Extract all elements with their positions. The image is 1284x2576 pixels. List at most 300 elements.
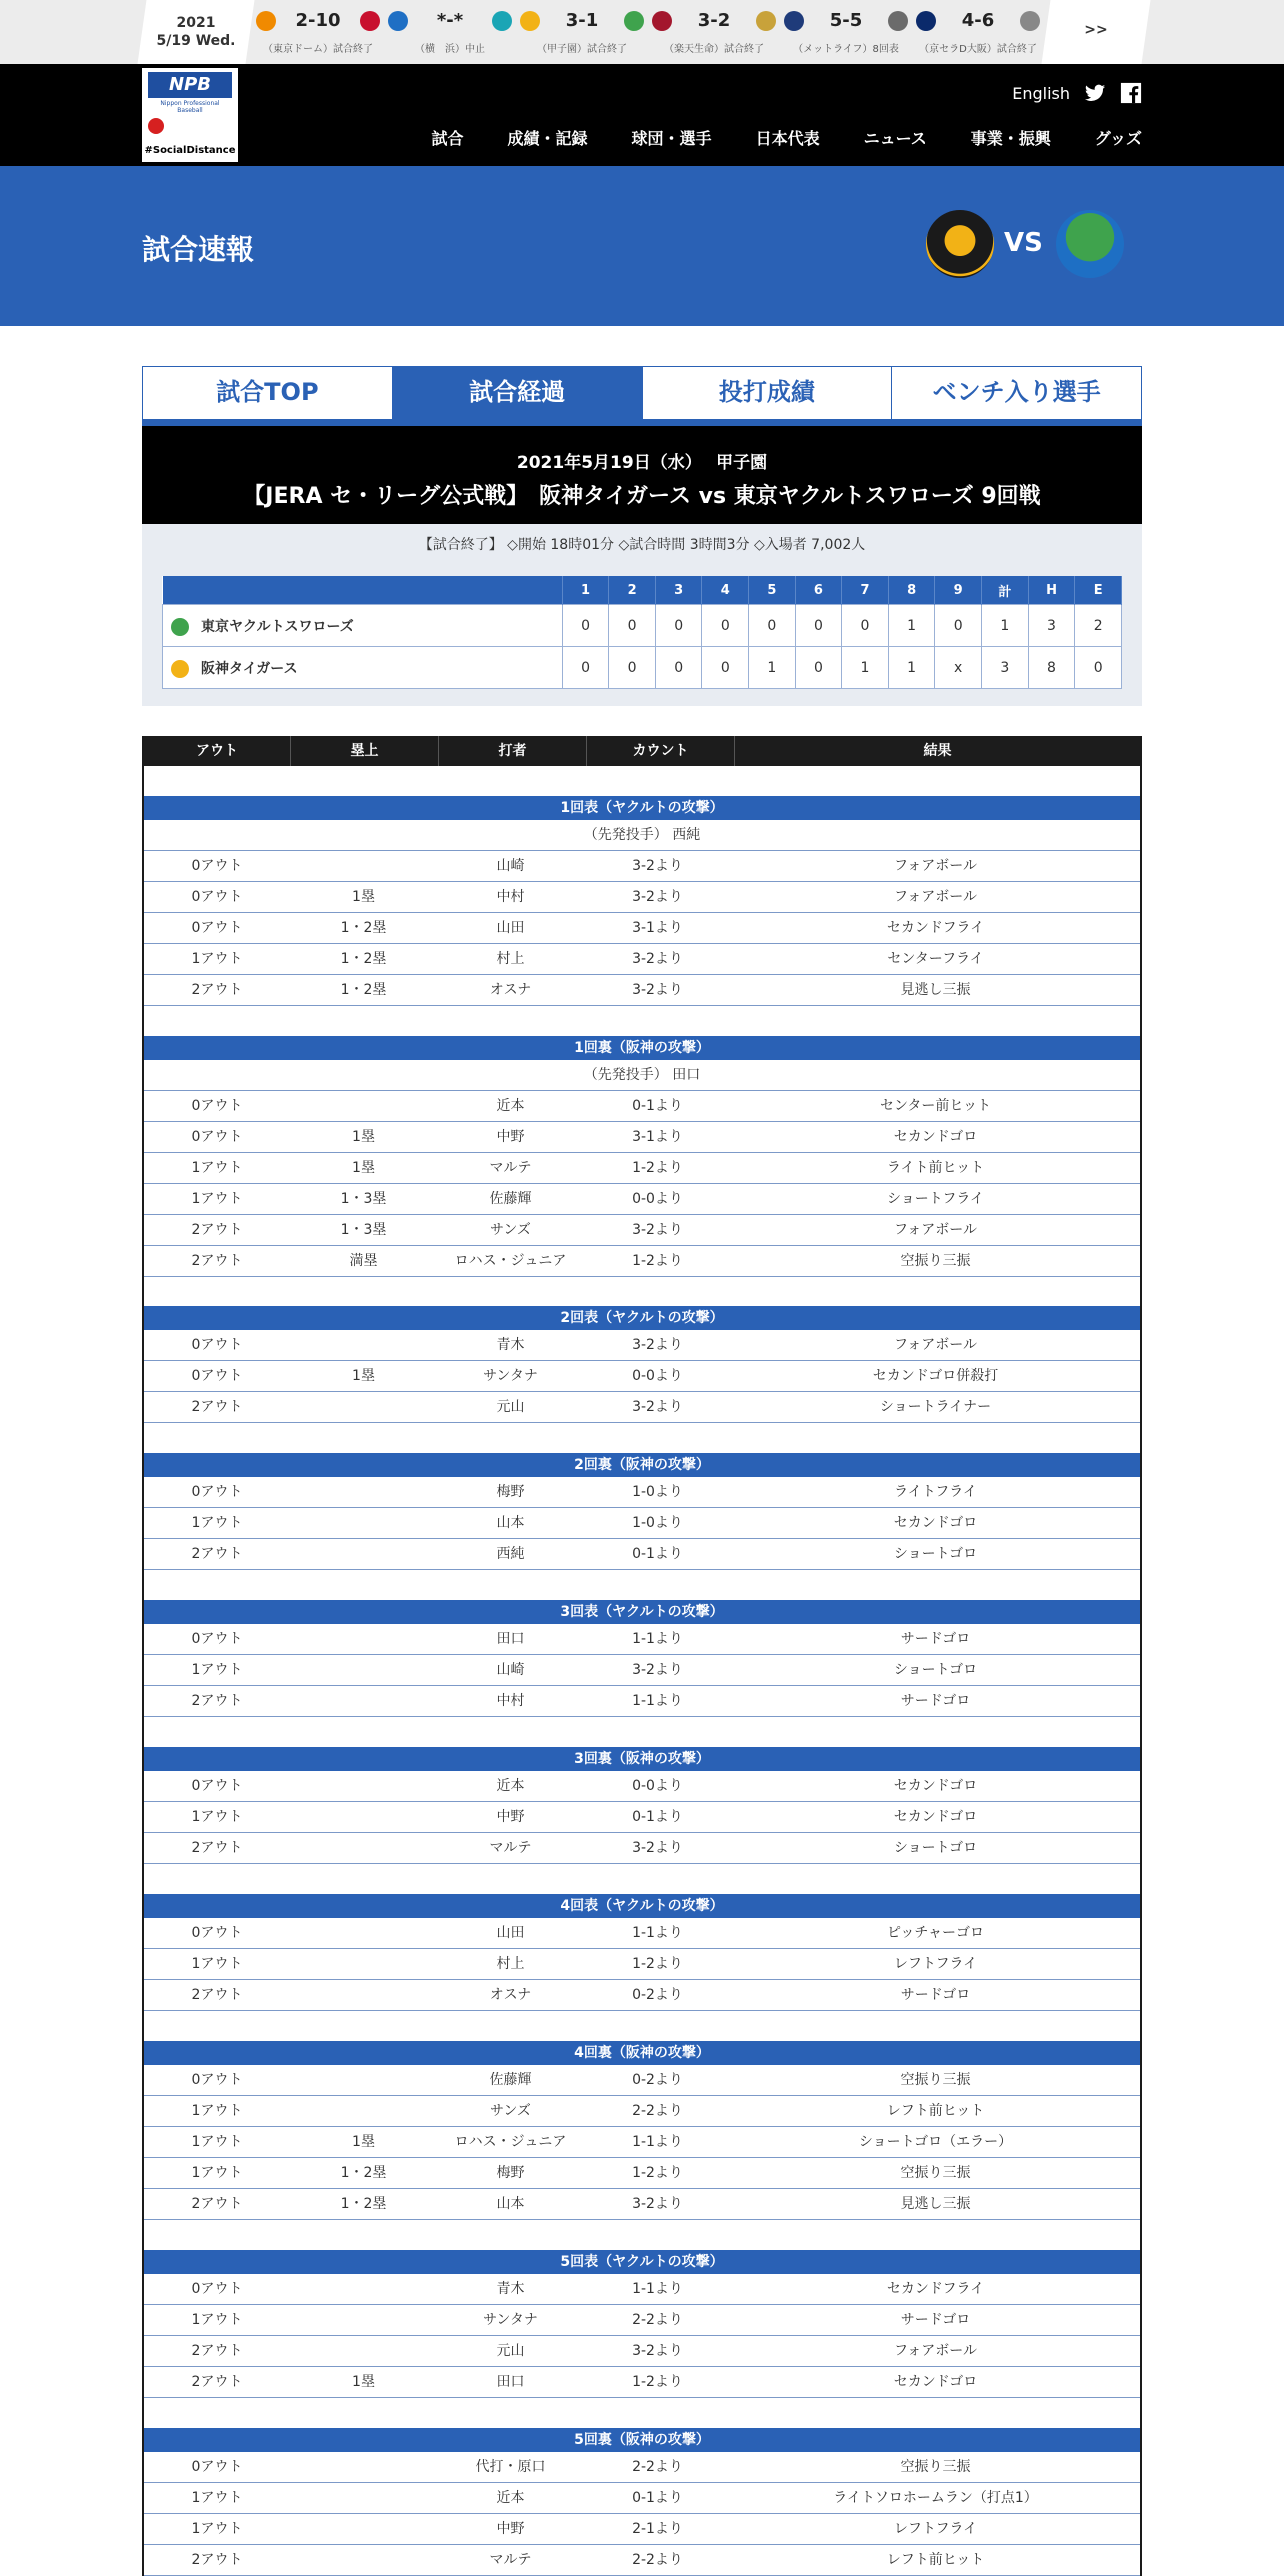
play-row xyxy=(144,2158,1140,2189)
play-row xyxy=(144,882,1140,913)
play-row xyxy=(144,2483,1140,2514)
game-status: （横 浜）中止 xyxy=(415,44,485,55)
scoreboard-cell: 3 xyxy=(1028,605,1075,647)
play-count: 1-2より xyxy=(632,1160,683,1176)
play-batter[interactable]: 佐藤輝 xyxy=(489,2072,532,2088)
team-logo-icon xyxy=(624,11,644,31)
play-batter[interactable]: サンタナ xyxy=(483,2312,538,2328)
scoreboard-row xyxy=(163,647,1122,689)
logo-ball-icon xyxy=(148,118,164,134)
team-logo-icon xyxy=(888,11,908,31)
play-bases xyxy=(290,1802,437,1832)
play-batter[interactable]: オスナ xyxy=(489,1987,532,2003)
pbp-header xyxy=(144,736,1140,766)
game-score: 2-10 xyxy=(295,10,341,31)
play-outs: 1アウト xyxy=(191,2165,243,2181)
play-outs: 1アウト xyxy=(191,2490,243,2506)
play-batter[interactable]: 近本 xyxy=(496,1098,525,1114)
play-batter[interactable]: サンズ xyxy=(490,2103,531,2119)
play-outs: 2アウト xyxy=(191,1399,243,1415)
play-row xyxy=(144,1802,1140,1833)
scoreboard-team[interactable] xyxy=(163,605,563,647)
play-bases xyxy=(290,1771,437,1801)
game-matchup: 【JERA セ・リーグ公式戦】 阪神タイガース vs 東京ヤクルトスワローズ 9回戦 xyxy=(243,484,1041,509)
play-count: 0-1より xyxy=(632,1546,683,1562)
play-count: 3-2より xyxy=(632,1337,683,1353)
inning-title: 3回表（ヤクルトの攻撃） xyxy=(144,1600,1140,1624)
team-logo-icon xyxy=(171,660,189,678)
play-bases xyxy=(290,2452,437,2482)
play-count: 1-2より xyxy=(632,1956,683,1972)
play-row xyxy=(144,2065,1140,2096)
play-batter[interactable]: 梅野 xyxy=(496,1484,525,1500)
play-result: サードゴロ xyxy=(900,2312,971,2328)
date-year: 2021 xyxy=(176,15,216,31)
play-result: レフト前ヒット xyxy=(886,2103,985,2119)
tab-batting-pitching[interactable]: 投打成績 xyxy=(643,367,893,419)
play-outs: 2アウト xyxy=(191,2374,243,2390)
inning-spacer xyxy=(144,2011,1140,2041)
play-bases xyxy=(290,1918,437,1948)
scoreboard-cell: 0 xyxy=(842,605,889,647)
twitter-icon[interactable] xyxy=(1084,82,1106,104)
play-bases: 1・3塁 xyxy=(340,1191,387,1207)
play-outs: 2アウト xyxy=(191,1222,243,1238)
inning-title: 1回裏（阪神の攻撃） xyxy=(144,1036,1140,1060)
vs-label: VS xyxy=(1004,228,1043,258)
play-row xyxy=(144,2336,1140,2367)
play-result: ショートフライ xyxy=(887,1191,984,1207)
play-count: 1-1より xyxy=(632,1693,683,1709)
play-count: 2-2より xyxy=(632,2459,683,2475)
team-logo-icon xyxy=(171,618,189,636)
scoreboard-cell: 8 xyxy=(1028,647,1075,689)
play-count: 0-2より xyxy=(632,2072,683,2088)
scoreboard-cell: 1 xyxy=(888,605,935,647)
play-result: 見逃し三振 xyxy=(900,982,971,998)
play-row xyxy=(144,1686,1140,1717)
play-bases xyxy=(290,1392,437,1422)
scoreboard-header-cell: 1 xyxy=(562,576,609,605)
english-link[interactable]: English xyxy=(1012,83,1070,103)
play-count: 2-2より xyxy=(632,2552,683,2568)
play-batter[interactable]: 元山 xyxy=(496,1399,525,1415)
play-outs: 2アウト xyxy=(191,1840,243,1856)
play-bases xyxy=(290,2336,437,2366)
play-row xyxy=(144,1153,1140,1184)
play-bases xyxy=(290,2483,437,2513)
play-result: レフト前ヒット xyxy=(886,2552,985,2568)
play-batter[interactable]: 山崎 xyxy=(496,1662,525,1678)
play-outs: 1アウト xyxy=(191,1809,243,1825)
scoreboard-cell: 0 xyxy=(609,605,656,647)
scoreboard-cell: 0 xyxy=(935,605,982,647)
play-result: 空振り三振 xyxy=(900,2165,971,2181)
play-result: セカンドゴロ xyxy=(893,1515,978,1531)
scoreboard-team-name: 東京ヤクルトスワローズ xyxy=(201,618,354,635)
play-result: ライトソロホームラン（打点1） xyxy=(833,2490,1038,2506)
play-batter[interactable]: マルテ xyxy=(489,2552,532,2568)
play-outs: 0アウト xyxy=(191,1925,243,1941)
scoreboard xyxy=(162,576,1122,689)
play-result: セカンドゴロ xyxy=(893,1809,978,1825)
play-by-play xyxy=(142,736,1142,2576)
play-bases xyxy=(290,1833,437,1863)
inning-spacer xyxy=(144,766,1140,796)
header-links xyxy=(1012,82,1142,104)
pbp-header-count: カウント xyxy=(587,736,735,766)
site-header xyxy=(0,64,1284,166)
inning-title: 5回表（ヤクルトの攻撃） xyxy=(144,2250,1140,2274)
play-count: 3-2より xyxy=(632,1840,683,1856)
play-bases: 1・2塁 xyxy=(340,920,387,936)
play-result: フォアボール xyxy=(893,858,978,874)
play-batter[interactable]: 山田 xyxy=(496,1925,525,1941)
play-result: フォアボール xyxy=(893,1337,978,1353)
play-batter[interactable]: 代打・原口 xyxy=(475,2459,546,2475)
inning-title: 2回裏（阪神の攻撃） xyxy=(144,1453,1140,1477)
play-bases: 1・2塁 xyxy=(340,951,387,967)
game-tabs xyxy=(142,366,1142,420)
play-count: 1-1より xyxy=(632,2281,683,2297)
scoreboard-header-cell: 2 xyxy=(609,576,656,605)
play-outs: 0アウト xyxy=(191,2281,243,2297)
logo-npb-text: NPB xyxy=(148,72,232,98)
play-result: セカンドゴロ xyxy=(893,1778,978,1794)
play-row xyxy=(144,1091,1140,1122)
play-row xyxy=(144,2452,1140,2483)
game-score: 3-2 xyxy=(697,10,731,31)
scoreboard-cell: 0 xyxy=(655,647,702,689)
play-bases: 1塁 xyxy=(352,1160,375,1176)
play-batter[interactable]: 中野 xyxy=(496,1809,525,1825)
play-count: 2-2より xyxy=(632,2312,683,2328)
play-count: 0-0より xyxy=(632,1368,683,1384)
play-count: 1-2より xyxy=(632,2165,683,2181)
play-bases xyxy=(290,2305,437,2335)
game-status: （東京ドーム）試合終了 xyxy=(263,44,373,55)
play-row xyxy=(144,1184,1140,1215)
play-outs: 2アウト xyxy=(191,2343,243,2359)
play-result: ショートゴロ xyxy=(893,1662,978,1678)
scoreboard-cell: 0 xyxy=(749,605,796,647)
play-count: 3-2より xyxy=(632,982,683,998)
play-outs: 0アウト xyxy=(191,889,243,905)
game-status: （京セラD大阪）試合終了 xyxy=(919,44,1037,55)
game-score: *-* xyxy=(436,10,464,31)
game-info xyxy=(142,426,1142,524)
more-games-button[interactable]: >> xyxy=(1084,22,1108,38)
play-row xyxy=(144,1361,1140,1392)
play-row xyxy=(144,1122,1140,1153)
play-batter[interactable]: マルテ xyxy=(489,1160,532,1176)
game-score-item[interactable] xyxy=(516,0,648,64)
play-outs: 1アウト xyxy=(191,2134,243,2150)
play-result: 空振り三振 xyxy=(900,2459,971,2475)
team-logo-icon xyxy=(1020,11,1040,31)
play-outs: 0アウト xyxy=(191,1368,243,1384)
game-score-item[interactable] xyxy=(384,0,516,64)
play-outs: 0アウト xyxy=(191,2459,243,2475)
play-bases xyxy=(290,1949,437,1979)
inning-title: 4回表（ヤクルトの攻撃） xyxy=(144,1894,1140,1918)
play-bases xyxy=(290,2065,437,2095)
tab-game-top[interactable]: 試合TOP xyxy=(143,367,393,419)
play-batter[interactable]: オスナ xyxy=(489,982,532,998)
nav-item[interactable]: グッズ xyxy=(1094,129,1142,148)
scoreboard-cell: 0 xyxy=(1075,647,1122,689)
play-bases xyxy=(290,851,437,881)
inning-title: 1回表（ヤクルトの攻撃） xyxy=(144,796,1140,820)
scoreboard-header-cell: 9 xyxy=(935,576,982,605)
play-count: 3-2より xyxy=(632,1222,683,1238)
play-count: 1-1より xyxy=(632,1631,683,1647)
play-row xyxy=(144,1539,1140,1570)
play-batter[interactable]: 中村 xyxy=(496,1693,525,1709)
inning-title: 2回表（ヤクルトの攻撃） xyxy=(144,1306,1140,1330)
play-row xyxy=(144,1918,1140,1949)
inning-spacer xyxy=(144,1423,1140,1453)
play-batter[interactable]: 村上 xyxy=(496,951,525,967)
title-band xyxy=(0,166,1284,326)
play-outs: 0アウト xyxy=(191,1129,243,1145)
scoreboard-team[interactable] xyxy=(163,647,563,689)
play-batter[interactable]: ロハス・ジュニア xyxy=(454,2134,567,2150)
scoreboard-cell: 2 xyxy=(1075,605,1122,647)
play-batter[interactable]: 田口 xyxy=(496,2374,525,2390)
play-batter[interactable]: サンタナ xyxy=(483,1368,538,1384)
scoreboard-cell: 3 xyxy=(981,647,1028,689)
team-logo-icon xyxy=(756,11,776,31)
play-row xyxy=(144,2545,1140,2576)
play-outs: 2アウト xyxy=(191,1987,243,2003)
pbp-header-outs: アウト xyxy=(144,736,291,766)
nav-item[interactable]: 日本代表 xyxy=(755,129,820,148)
game-score: 4-6 xyxy=(961,10,995,31)
scoreboard-cell: 0 xyxy=(562,647,609,689)
play-bases xyxy=(290,1091,437,1121)
nav-item[interactable]: 試合 xyxy=(431,129,464,148)
play-result: センターフライ xyxy=(887,951,984,967)
play-bases: 1塁 xyxy=(352,889,375,905)
play-count: 3-2より xyxy=(632,1399,683,1415)
game-summary xyxy=(142,524,1142,706)
game-score-item[interactable] xyxy=(912,0,1044,64)
play-row xyxy=(144,2189,1140,2220)
nav-item[interactable]: 事業・振興 xyxy=(970,129,1051,148)
play-row xyxy=(144,2096,1140,2127)
play-batter[interactable]: 近本 xyxy=(496,1778,525,1794)
game-status: （メットライフ）8回表 xyxy=(793,44,899,55)
play-batter[interactable]: 中村 xyxy=(496,889,525,905)
play-batter[interactable]: 青木 xyxy=(496,1337,525,1353)
scoreboard-cell: 0 xyxy=(795,647,842,689)
scoreboard-header-cell: 7 xyxy=(842,576,889,605)
tab-play-by-play[interactable]: 試合経過 xyxy=(393,367,643,419)
game-score: 5-5 xyxy=(829,10,863,31)
pbp-body xyxy=(144,766,1140,2576)
play-row xyxy=(144,1655,1140,1686)
swallows-logo-icon[interactable] xyxy=(1056,210,1124,278)
play-bases xyxy=(290,2274,437,2304)
play-bases xyxy=(290,1980,437,2010)
scoreboard-cell: 1 xyxy=(749,647,796,689)
play-bases: 1塁 xyxy=(352,1368,375,1384)
inning-spacer xyxy=(144,1717,1140,1747)
play-result: ピッチャーゴロ xyxy=(886,1925,985,1941)
game-score: 3-1 xyxy=(565,10,599,31)
tigers-logo-icon[interactable] xyxy=(926,210,994,278)
play-result: センター前ヒット xyxy=(879,1098,992,1114)
scoreboard-header-cell: 6 xyxy=(795,576,842,605)
play-batter[interactable]: 中野 xyxy=(496,1129,525,1145)
play-row xyxy=(144,1771,1140,1802)
scoreboard-corner xyxy=(163,576,563,605)
play-row xyxy=(144,2514,1140,2545)
play-count: 3-2より xyxy=(632,2196,683,2212)
play-result: サードゴロ xyxy=(900,1987,971,2003)
play-result: セカンドゴロ xyxy=(893,2374,978,2390)
play-bases xyxy=(290,1655,437,1685)
play-row xyxy=(144,1477,1140,1508)
play-batter[interactable]: 西純 xyxy=(496,1546,525,1562)
scoreboard-cell: 0 xyxy=(702,605,749,647)
play-bases: 1塁 xyxy=(352,2374,375,2390)
play-batter[interactable]: 青木 xyxy=(496,2281,525,2297)
play-result: セカンドゴロ併殺打 xyxy=(872,1368,999,1384)
inning-spacer xyxy=(144,1570,1140,1600)
play-result: 空振り三振 xyxy=(900,1253,971,1269)
play-batter[interactable]: 元山 xyxy=(496,2343,525,2359)
play-row xyxy=(144,975,1140,1006)
play-bases: 1塁 xyxy=(352,2134,375,2150)
play-outs: 0アウト xyxy=(191,920,243,936)
play-bases xyxy=(290,2545,437,2575)
npb-logo[interactable] xyxy=(142,68,238,162)
facebook-icon[interactable] xyxy=(1120,82,1142,104)
scoreboard-header-cell: H xyxy=(1028,576,1075,605)
scoreboard-header-row xyxy=(163,576,1122,605)
play-batter[interactable]: 梅野 xyxy=(496,2165,525,2181)
inning-title: 3回裏（阪神の攻撃） xyxy=(144,1747,1140,1771)
play-batter[interactable]: サンズ xyxy=(490,1222,531,1238)
nav-item[interactable]: 成績・記録 xyxy=(507,129,588,148)
game-score-item[interactable] xyxy=(252,0,384,64)
play-count: 3-2より xyxy=(632,951,683,967)
play-result: ショートゴロ（エラー） xyxy=(858,2134,1013,2150)
play-count: 3-2より xyxy=(632,1662,683,1678)
play-outs: 2アウト xyxy=(191,2552,243,2568)
inning-spacer xyxy=(144,2220,1140,2250)
inning-spacer xyxy=(144,1864,1140,1894)
play-count: 3-1より xyxy=(632,920,683,936)
play-count: 3-2より xyxy=(632,889,683,905)
inning-spacer xyxy=(144,1006,1140,1036)
nav-item[interactable]: 球団・選手 xyxy=(631,129,712,148)
play-outs: 1アウト xyxy=(191,1662,243,1678)
play-count: 2-1より xyxy=(632,2521,683,2537)
date-box[interactable] xyxy=(142,14,250,50)
pbp-header-batter: 打者 xyxy=(439,736,587,766)
play-bases: 1・2塁 xyxy=(340,2165,387,2181)
game-score-item[interactable] xyxy=(780,0,912,64)
play-batter[interactable]: 村上 xyxy=(496,1956,525,1972)
play-batter[interactable]: ロハス・ジュニア xyxy=(454,1253,567,1269)
inning-spacer xyxy=(144,1277,1140,1306)
play-result: セカンドフライ xyxy=(886,2281,985,2297)
tab-bench-players[interactable]: ベンチ入り選手 xyxy=(892,367,1141,419)
play-result: サードゴロ xyxy=(900,1693,971,1709)
play-count: 1-2より xyxy=(632,2374,683,2390)
play-count: 1-0より xyxy=(632,1484,683,1500)
scoreboard-header-cell: 5 xyxy=(749,576,796,605)
play-batter[interactable]: 山田 xyxy=(496,920,525,936)
play-bases xyxy=(290,1330,437,1360)
play-batter[interactable]: 山本 xyxy=(496,1515,525,1531)
play-row xyxy=(144,1215,1140,1246)
play-result: セカンドフライ xyxy=(886,920,985,936)
play-outs: 1アウト xyxy=(191,2312,243,2328)
play-outs: 0アウト xyxy=(191,1337,243,1353)
play-count: 3-1より xyxy=(632,1129,683,1145)
team-logo-icon xyxy=(492,11,512,31)
pbp-header-bases: 塁上 xyxy=(291,736,439,766)
play-count: 0-0より xyxy=(632,1778,683,1794)
scoreboard-header-cell: 計 xyxy=(981,576,1028,605)
play-outs: 0アウト xyxy=(191,2072,243,2088)
play-batter[interactable]: 近本 xyxy=(496,2490,525,2506)
play-row xyxy=(144,851,1140,882)
play-row xyxy=(144,944,1140,975)
scoreboard-header-cell: E xyxy=(1075,576,1122,605)
play-count: 0-1より xyxy=(632,1098,683,1114)
play-batter[interactable]: 中野 xyxy=(496,2521,525,2537)
game-status-line: 【試合終了】 ◇開始 18時01分 ◇試合時間 3時間3分 ◇入場者 7,002人 xyxy=(418,537,866,553)
play-batter[interactable]: 佐藤輝 xyxy=(489,1191,532,1207)
play-row xyxy=(144,913,1140,944)
play-batter[interactable]: マルテ xyxy=(489,1840,532,1856)
play-outs: 1アウト xyxy=(191,1191,243,1207)
nav-item[interactable]: ニュース xyxy=(863,129,927,148)
play-outs: 1アウト xyxy=(191,1956,243,1972)
play-count: 0-1より xyxy=(632,2490,683,2506)
play-outs: 1アウト xyxy=(191,2521,243,2537)
play-row xyxy=(144,2367,1140,2398)
play-outs: 2アウト xyxy=(191,2196,243,2212)
play-result: フォアボール xyxy=(893,1222,978,1238)
scoreboard-cell: 1 xyxy=(981,605,1028,647)
play-result: サードゴロ xyxy=(900,1631,971,1647)
inning-title: 4回裏（阪神の攻撃） xyxy=(144,2041,1140,2065)
play-batter[interactable]: 山本 xyxy=(496,2196,525,2212)
play-count: 0-1より xyxy=(632,1809,683,1825)
play-count: 0-0より xyxy=(632,1191,683,1207)
play-batter[interactable]: 田口 xyxy=(496,1631,525,1647)
team-logo-icon xyxy=(360,11,380,31)
play-result: セカンドゴロ xyxy=(893,1129,978,1145)
play-result: ライトフライ xyxy=(894,1484,977,1500)
play-bases xyxy=(290,1686,437,1716)
play-outs: 1アウト xyxy=(191,1515,243,1531)
scoreboard-header-cell: 8 xyxy=(888,576,935,605)
play-outs: 0アウト xyxy=(191,1778,243,1794)
play-result: 空振り三振 xyxy=(900,2072,971,2088)
play-batter[interactable]: 山崎 xyxy=(496,858,525,874)
game-score-item[interactable] xyxy=(648,0,780,64)
games-list xyxy=(252,0,1044,64)
score-strip xyxy=(0,0,1284,64)
play-count: 1-0より xyxy=(632,1515,683,1531)
